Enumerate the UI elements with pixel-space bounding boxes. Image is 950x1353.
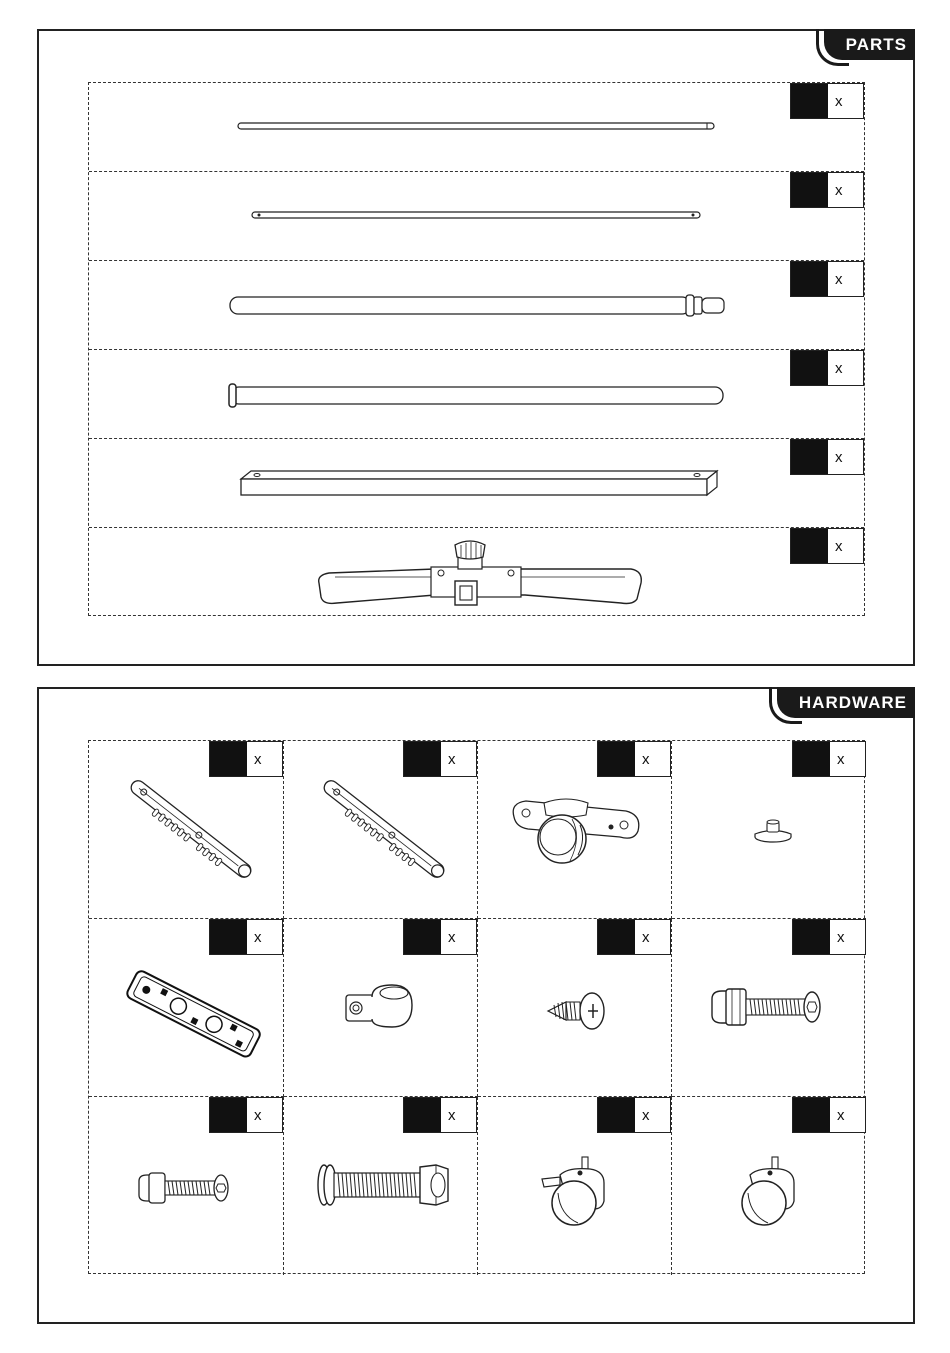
quantity-box: [790, 261, 864, 297]
quantity-blank: [791, 84, 828, 118]
quantity-blank: [791, 262, 828, 296]
parts-row: [89, 439, 864, 528]
hardware-cell: [672, 919, 866, 1097]
hardware-cell: [284, 919, 478, 1097]
parts-row: [89, 172, 864, 261]
parts-row: [89, 350, 864, 439]
parts-row: [89, 528, 864, 617]
thin-rod-illustration: [237, 121, 717, 133]
long-bolt-with-hex-nut-illustration: [314, 1159, 454, 1215]
quantity-box: [790, 528, 864, 564]
quantity-blank: [598, 920, 635, 954]
square-bar-illustration: [239, 469, 721, 499]
quantity-box: [209, 1097, 283, 1133]
knob-clamp-illustration: [506, 789, 646, 889]
hardware-grid: [88, 740, 865, 1274]
parts-row: [89, 83, 864, 172]
quantity-mark: x: [835, 360, 843, 377]
hardware-cell: [478, 741, 672, 919]
quantity-box: [597, 741, 671, 777]
quantity-mark: x: [835, 182, 843, 199]
quantity-blank: [793, 742, 830, 776]
quantity-mark: x: [254, 1107, 262, 1124]
hardware-cell: [672, 741, 866, 919]
quantity-box: [209, 919, 283, 955]
quantity-blank: [793, 920, 830, 954]
quantity-blank: [598, 742, 635, 776]
quantity-blank: [404, 742, 441, 776]
quantity-mark: x: [835, 538, 843, 555]
quantity-mark: x: [835, 93, 843, 110]
quantity-mark: x: [254, 929, 262, 946]
quantity-blank: [598, 1098, 635, 1132]
quantity-box: [403, 741, 477, 777]
quantity-box: [209, 741, 283, 777]
quantity-blank: [793, 1098, 830, 1132]
quantity-mark: x: [837, 751, 845, 768]
hardware-cell: [284, 1097, 478, 1275]
height-adjust-rail-left-illustration: [121, 774, 261, 884]
self-tapping-screw-illustration: [544, 989, 614, 1033]
quantity-box: [403, 1097, 477, 1133]
hardware-cell: [89, 741, 284, 919]
quantity-box: [597, 1097, 671, 1133]
locking-caster-illustration: [538, 1153, 618, 1233]
parts-row: [89, 261, 864, 350]
hardware-cell: [672, 1097, 866, 1275]
quantity-blank: [791, 173, 828, 207]
tube-clamp-illustration: [342, 979, 422, 1035]
quantity-mark: x: [642, 1107, 650, 1124]
quantity-mark: x: [448, 751, 456, 768]
bracket-plate-illustration: [119, 963, 269, 1063]
quantity-blank: [210, 1098, 247, 1132]
thin-rod-pinned-illustration: [251, 210, 703, 222]
hardware-cell: [284, 741, 478, 919]
parts-grid: [88, 82, 865, 616]
quantity-mark: x: [448, 929, 456, 946]
base-foot-illustration: [315, 533, 645, 617]
quantity-mark: x: [835, 271, 843, 288]
quantity-blank: [791, 529, 828, 563]
quantity-mark: x: [254, 751, 262, 768]
quantity-box: [792, 1097, 866, 1133]
quantity-box: [790, 439, 864, 475]
quantity-box: [790, 172, 864, 208]
quantity-box: [790, 350, 864, 386]
tube-with-collar-illustration: [228, 294, 728, 318]
quantity-blank: [210, 742, 247, 776]
hardware-cell: [478, 1097, 672, 1275]
button-stud-illustration: [748, 817, 798, 847]
quantity-blank: [791, 351, 828, 385]
quantity-mark: x: [835, 449, 843, 466]
height-adjust-rail-right-illustration: [314, 774, 454, 884]
quantity-box: [792, 741, 866, 777]
quantity-mark: x: [642, 751, 650, 768]
quantity-blank: [404, 1098, 441, 1132]
quantity-mark: x: [837, 1107, 845, 1124]
hardware-cell: [89, 919, 284, 1097]
hardware-section: [37, 687, 915, 1324]
hardware-cell: [89, 1097, 284, 1275]
parts-section: [37, 29, 915, 666]
hardware-tab: HARDWARE: [777, 687, 915, 718]
quantity-box: [597, 919, 671, 955]
quantity-mark: x: [448, 1107, 456, 1124]
caster-illustration: [732, 1153, 812, 1233]
quantity-mark: x: [642, 929, 650, 946]
tube-plain-illustration: [228, 383, 728, 409]
bolt-with-cap-nut-illustration: [708, 985, 838, 1035]
quantity-box: [790, 83, 864, 119]
quantity-box: [792, 919, 866, 955]
short-bolt-with-cap-nut-illustration: [135, 1169, 245, 1209]
hardware-cell: [478, 919, 672, 1097]
quantity-box: [403, 919, 477, 955]
quantity-blank: [404, 920, 441, 954]
quantity-mark: x: [837, 929, 845, 946]
quantity-blank: [791, 440, 828, 474]
quantity-blank: [210, 920, 247, 954]
parts-tab: PARTS: [824, 29, 915, 60]
